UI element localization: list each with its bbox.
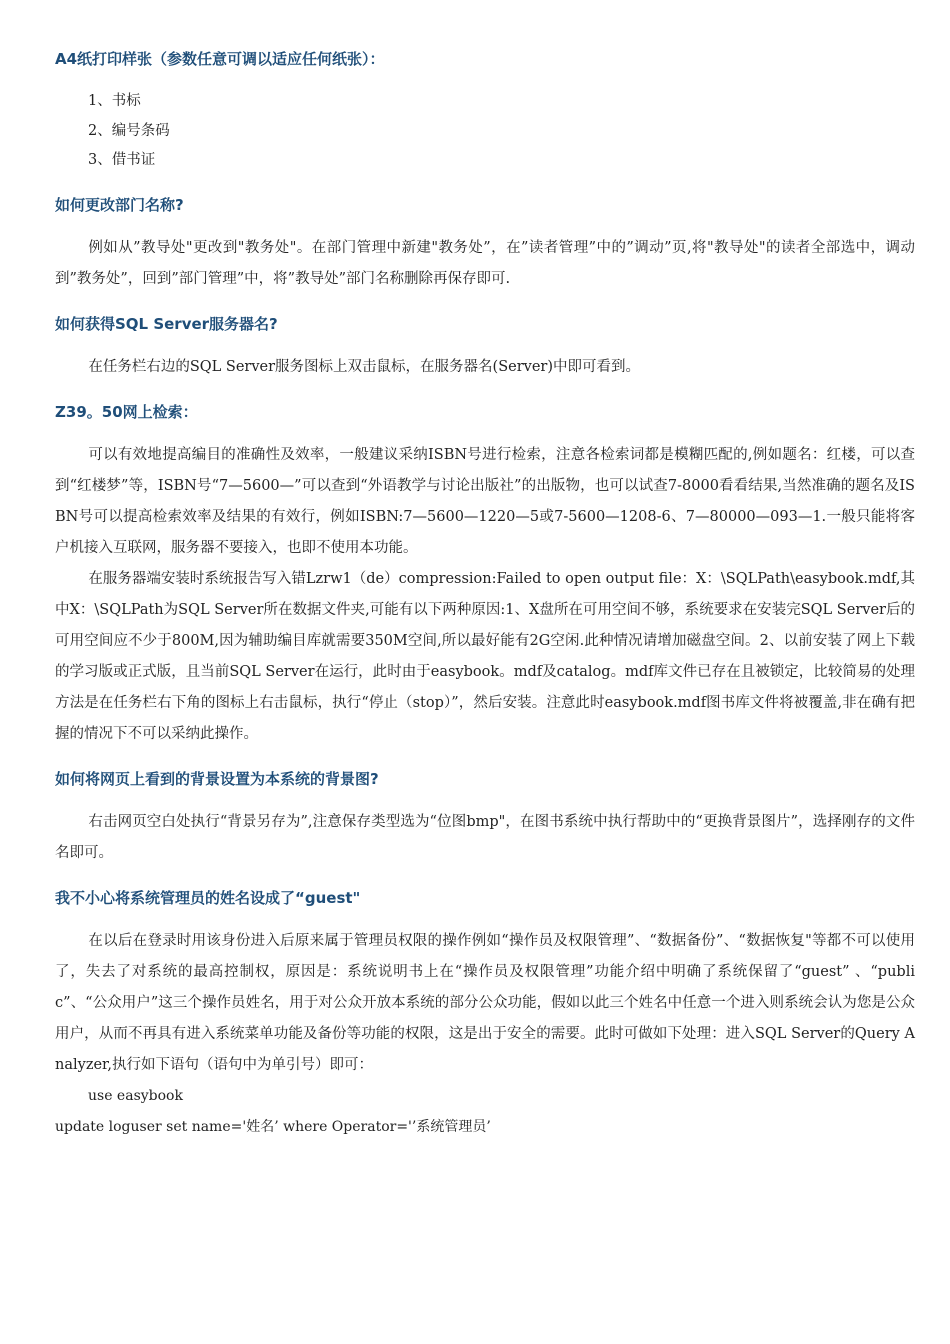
heading-sql-server-name: 如何获得SQL Server服务器名?	[55, 314, 278, 333]
paragraph-change-dept: 例如从”教导处"更改到"教务处"。在部门管理中新建"教务处”，在”读者管理”中的”调动”页,将"教导处"的读者全部选中，调动到”教务处”，回到”部门管理”中，将”教导处”部门名称删除再保存即可.	[55, 239, 915, 287]
paragraph-admin-guest: 在以后在登录时用该身份进入后原来属于管理员权限的操作例如“操作员及权限管理”、“数据备份”、“数据恢复"等都不可以使用了，失去了对系统的最高控制权，原因是：系统说明书上在“操作员及权限管理”功能介绍中明确了系统保留了“guest” 、“public”、“公众用户”这三个操作员姓名，用于对公众开放本系统的部分公众功能，假如以此三个姓名中任意一个进入则系统会认为您是公众用户，从而不再具有进入系统菜单功能及备份等功能的权限，这是出于安全的需要。此时可做如下处理：进入SQL Server的Query Analyzer,执行如下语句（语句中为单引号）即可：	[55, 932, 915, 1073]
document-page	[55, 44, 915, 1143]
code-line-use-db: use easybook	[88, 1087, 183, 1104]
paragraph-sql-server-name: 在任务栏右边的SQL Server服务图标上双击鼠标，在服务器名(Server)中即可看到。	[88, 358, 641, 375]
paragraph-z3950-search: 可以有效地提高编目的准确性及效率，一般建议采纳ISBN号进行检索，注意各检索词都是模糊匹配的,例如题名：红楼，可以查到“红楼梦”等，ISBN号“7—5600—”可以查到“外语教学与讨论出版社”的出版物，也可以试查7-8000看看结果,当然准确的题名及ISBN号可以提高检索效率及结果的有效行，例如ISBN:7—5600—1220—5或7-5600—1208-6、7—80000—093—1.一般只能将客户机接入互联网，服务器不要接入，也即不使用本功能。	[55, 446, 915, 556]
heading-a4-print: A4纸打印样张（参数任意可调以适应任何纸张）：	[55, 50, 385, 68]
paragraph-install-error: 在服务器端安装时系统报告写入错Lzrw1（de）compression:Failed to open output file：X：\SQLPath\easybook.mdf,其中X：\SQLPath为SQL Server所在数据文件夹,可能有以下两种原因:1、X盘所在可用空间不够，系统要求在安装完SQL Server后的可用空间应不少于800M,因为辅助编目库就需要350M空间,所以最好能有2G空闲.此种情况请增加磁盘空间。2、以前安装了网上下载的学习版或正式版，且当前SQL Server在运行，此时由于easybook。mdf及catalog。mdf库文件已存在且被锁定，比较简易的处理方法是在任务栏右下角的图标上右击鼠标，执行“停止（stop）”，然后安装。注意此时easybook.mdf图书库文件将被覆盖,非在确有把握的情况下不可以采纳此操作。	[55, 570, 915, 742]
list-item-barcode: 2、编号条码	[88, 122, 170, 139]
heading-admin-guest: 我不小心将系统管理员的姓名设成了“guest"	[55, 888, 361, 907]
list-item-library-card: 3、借书证	[88, 152, 156, 168]
list-item-book-label: 1、书标	[88, 93, 141, 109]
heading-change-dept: 如何更改部门名称?	[55, 195, 184, 214]
heading-background-image: 如何将网页上看到的背景设置为本系统的背景图?	[55, 769, 379, 788]
code-line-update: update loguser set name='姓名’ where Operator='’系统管理员’	[55, 1118, 491, 1135]
paragraph-background-image: 右击网页空白处执行“背景另存为”,注意保存类型选为“位图bmp"，在图书系统中执行帮助中的“更换背景图片”，选择刚存的文件名即可。	[55, 813, 915, 861]
heading-z3950-search: Z39。50网上检索：	[55, 402, 198, 421]
